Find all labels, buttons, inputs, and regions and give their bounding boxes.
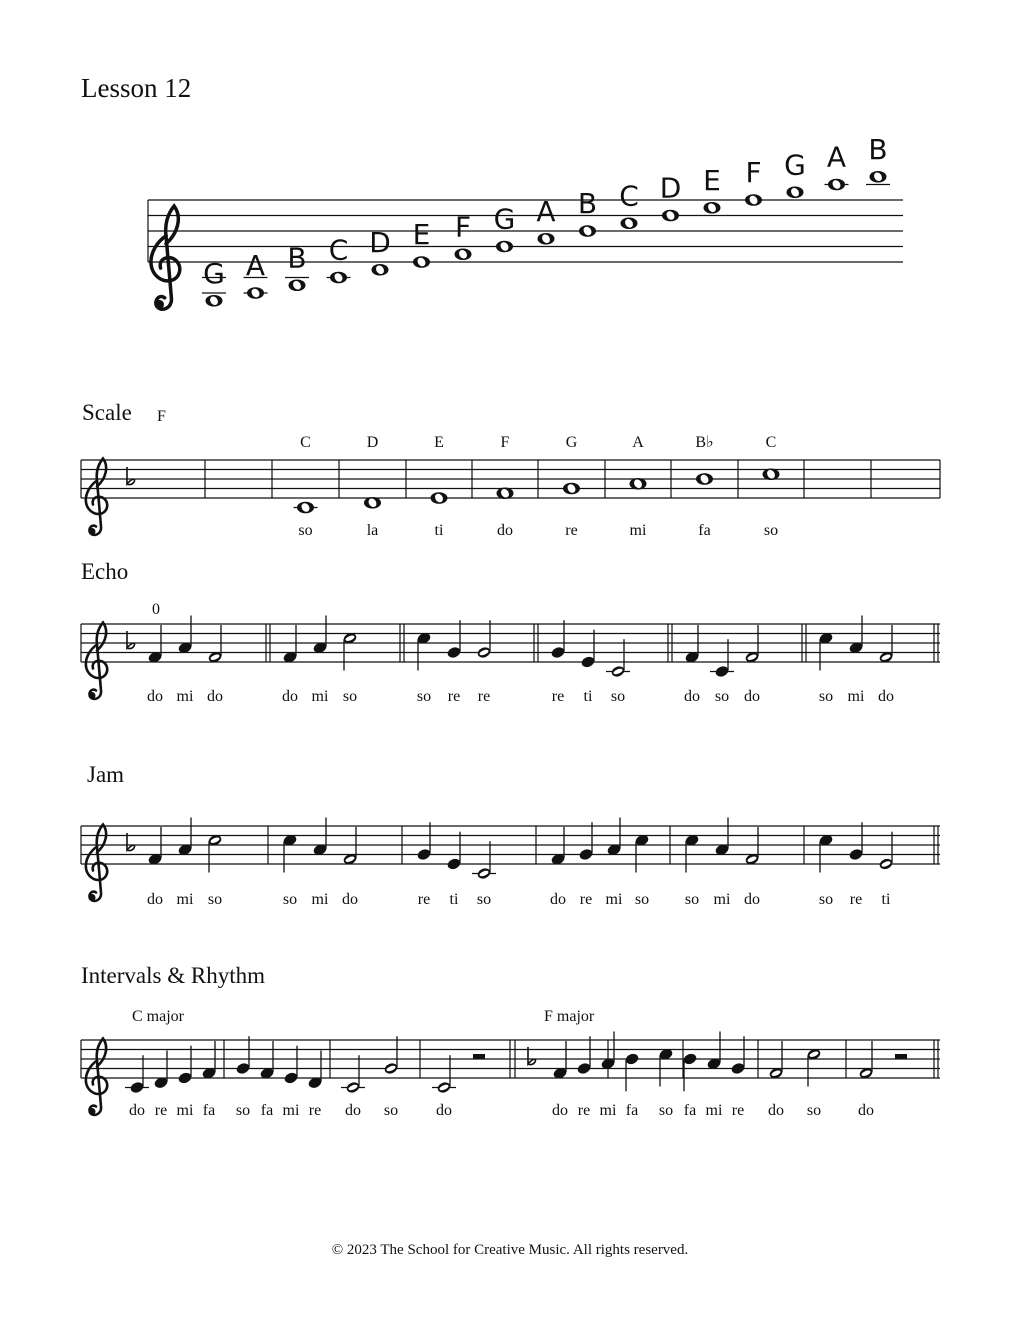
whole-note — [630, 478, 647, 490]
jam-staff — [81, 817, 940, 908]
solfege-syllable: re — [579, 891, 593, 908]
note-name-label: G — [784, 148, 806, 182]
solfege-syllable: so — [714, 688, 730, 705]
note-name-label: C — [619, 179, 639, 213]
solfege-syllable: fa — [683, 1102, 697, 1119]
whole-note — [870, 171, 887, 183]
scale-note-label: E — [434, 434, 444, 451]
solfege-syllable: so — [476, 891, 492, 908]
solfege-syllable: re — [731, 1102, 745, 1119]
solfege-syllable: do — [436, 1102, 452, 1119]
solfege-syllable: fa — [202, 1102, 216, 1119]
note-name-label: B — [577, 187, 598, 220]
note-name-label: F — [454, 210, 472, 244]
note-name-label: C — [328, 233, 349, 267]
scale-note-label: A — [632, 434, 644, 451]
solfege-syllable: so — [235, 1102, 251, 1119]
note-name-label: B — [868, 132, 888, 166]
solfege-syllable: do — [744, 891, 760, 908]
solfege-syllable: ti — [881, 891, 891, 908]
section-title-jam: Jam — [87, 762, 125, 787]
measure-number: 0 — [152, 601, 160, 618]
solfege-syllable: re — [849, 891, 863, 908]
solfege-syllable: fa — [260, 1102, 274, 1119]
solfege-syllable: do — [345, 1102, 361, 1119]
reference-staff — [148, 133, 903, 310]
scale-staff — [81, 434, 940, 539]
scale-note-label: C — [300, 434, 311, 451]
whole-note — [662, 210, 679, 222]
solfege-syllable: so — [818, 891, 834, 908]
solfege-syllable: ti — [434, 522, 444, 539]
half-rest — [895, 1054, 907, 1059]
whole-note — [579, 225, 596, 237]
whole-note — [413, 256, 430, 268]
solfege-syllable: so — [207, 891, 223, 908]
whole-note — [497, 487, 514, 499]
solfege-syllable: re — [577, 1102, 591, 1119]
solfege-syllable: do — [550, 891, 566, 908]
solfege-syllable: do — [147, 688, 163, 705]
solfege-syllable: re — [551, 688, 565, 705]
whole-note — [704, 202, 721, 214]
whole-note — [372, 264, 389, 276]
solfege-syllable: mi — [282, 1102, 300, 1119]
solfege-syllable: mi — [311, 891, 329, 908]
key-label: F major — [544, 1008, 595, 1025]
whole-note — [364, 497, 381, 509]
solfege-syllable: do — [552, 1102, 568, 1119]
solfege-syllable: do — [878, 688, 894, 705]
whole-note — [621, 217, 638, 229]
whole-note — [763, 468, 780, 480]
whole-note — [538, 233, 555, 245]
whole-note — [330, 272, 347, 284]
echo-staff — [81, 615, 940, 705]
scale-note-label: B♭ — [695, 434, 714, 451]
key-label: C major — [132, 1008, 184, 1025]
treble-clef-icon — [151, 206, 180, 309]
solfege-syllable: mi — [629, 522, 647, 539]
whole-note — [455, 248, 472, 260]
note-name-label: E — [412, 218, 431, 251]
whole-note — [745, 194, 762, 206]
solfege-syllable: so — [806, 1102, 822, 1119]
whole-note — [431, 492, 448, 504]
solfege-syllable: so — [763, 522, 779, 539]
note-name-label: E — [703, 163, 721, 197]
solfege-syllable: do — [342, 891, 358, 908]
solfege-syllable: mi — [311, 688, 329, 705]
solfege-syllable: do — [858, 1102, 874, 1119]
solfege-syllable: so — [610, 688, 626, 705]
note-name-label: G — [203, 256, 225, 290]
note-name-label: G — [493, 202, 516, 236]
copyright-footer: © 2023 The School for Creative Music. All rights reserved. — [331, 1242, 689, 1258]
solfege-syllable: so — [416, 688, 432, 705]
solfege-syllable: re — [308, 1102, 322, 1119]
whole-note — [787, 186, 804, 198]
solfege-syllable: do — [129, 1102, 145, 1119]
note-name-label: A — [245, 249, 266, 282]
solfege-syllable: re — [417, 891, 431, 908]
solfege-syllable: mi — [599, 1102, 617, 1119]
solfege-syllable: do — [282, 688, 298, 705]
whole-note — [828, 179, 845, 191]
note-name-label: B — [287, 241, 307, 275]
section-title-intervals: Intervals & Rhythm — [81, 963, 265, 988]
solfege-syllable: re — [565, 522, 578, 539]
solfege-syllable: fa — [625, 1102, 639, 1119]
solfege-syllable: mi — [176, 688, 194, 705]
solfege-syllable: so — [658, 1102, 674, 1119]
whole-note — [563, 483, 580, 495]
whole-note — [496, 241, 513, 253]
solfege-syllable: mi — [176, 1102, 194, 1119]
scale-note-label: C — [765, 434, 777, 451]
half-rest — [473, 1054, 485, 1059]
solfege-syllable: do — [147, 891, 163, 908]
solfege-syllable: ti — [449, 891, 459, 908]
whole-note — [696, 473, 713, 485]
solfege-syllable: mi — [847, 688, 865, 705]
solfege-syllable: ti — [583, 688, 593, 705]
solfege-syllable: so — [342, 688, 358, 705]
section-title-echo: Echo — [81, 559, 129, 584]
solfege-syllable: mi — [176, 891, 194, 908]
solfege-syllable: so — [383, 1102, 399, 1119]
solfege-syllable: mi — [605, 891, 623, 908]
intervals-staff — [81, 1008, 940, 1119]
solfege-syllable: so — [298, 522, 313, 539]
solfege-syllable: do — [744, 688, 760, 705]
solfege-syllable: re — [447, 688, 461, 705]
solfege-syllable: do — [768, 1102, 784, 1119]
note-name-label: D — [369, 225, 391, 259]
note-name-label: F — [745, 156, 762, 189]
scale-note-label: D — [366, 434, 379, 451]
solfege-syllable: so — [818, 688, 834, 705]
solfege-syllable: do — [207, 688, 223, 705]
solfege-syllable: la — [366, 522, 379, 539]
solfege-syllable: mi — [705, 1102, 723, 1119]
scale-key-label: F — [157, 408, 166, 425]
whole-note — [247, 287, 264, 299]
solfege-syllable: so — [684, 891, 700, 908]
solfege-syllable: do — [497, 522, 513, 539]
solfege-syllable: re — [477, 688, 491, 705]
note-name-label: A — [536, 194, 556, 228]
note-name-label: A — [826, 140, 847, 174]
solfege-syllable: so — [634, 891, 650, 908]
solfege-syllable: mi — [713, 891, 731, 908]
whole-note — [206, 295, 223, 307]
lesson-title: Lesson 12 — [81, 73, 192, 103]
solfege-syllable: re — [154, 1102, 168, 1119]
solfege-syllable: so — [282, 891, 298, 908]
whole-note — [289, 279, 306, 291]
solfege-syllable: fa — [698, 522, 711, 539]
scale-note-label: F — [500, 434, 510, 451]
section-title-scale: Scale — [82, 400, 132, 425]
scale-note-label: G — [565, 434, 578, 451]
solfege-syllable: do — [684, 688, 700, 705]
note-name-label: D — [659, 171, 682, 205]
whole-note — [297, 502, 314, 514]
